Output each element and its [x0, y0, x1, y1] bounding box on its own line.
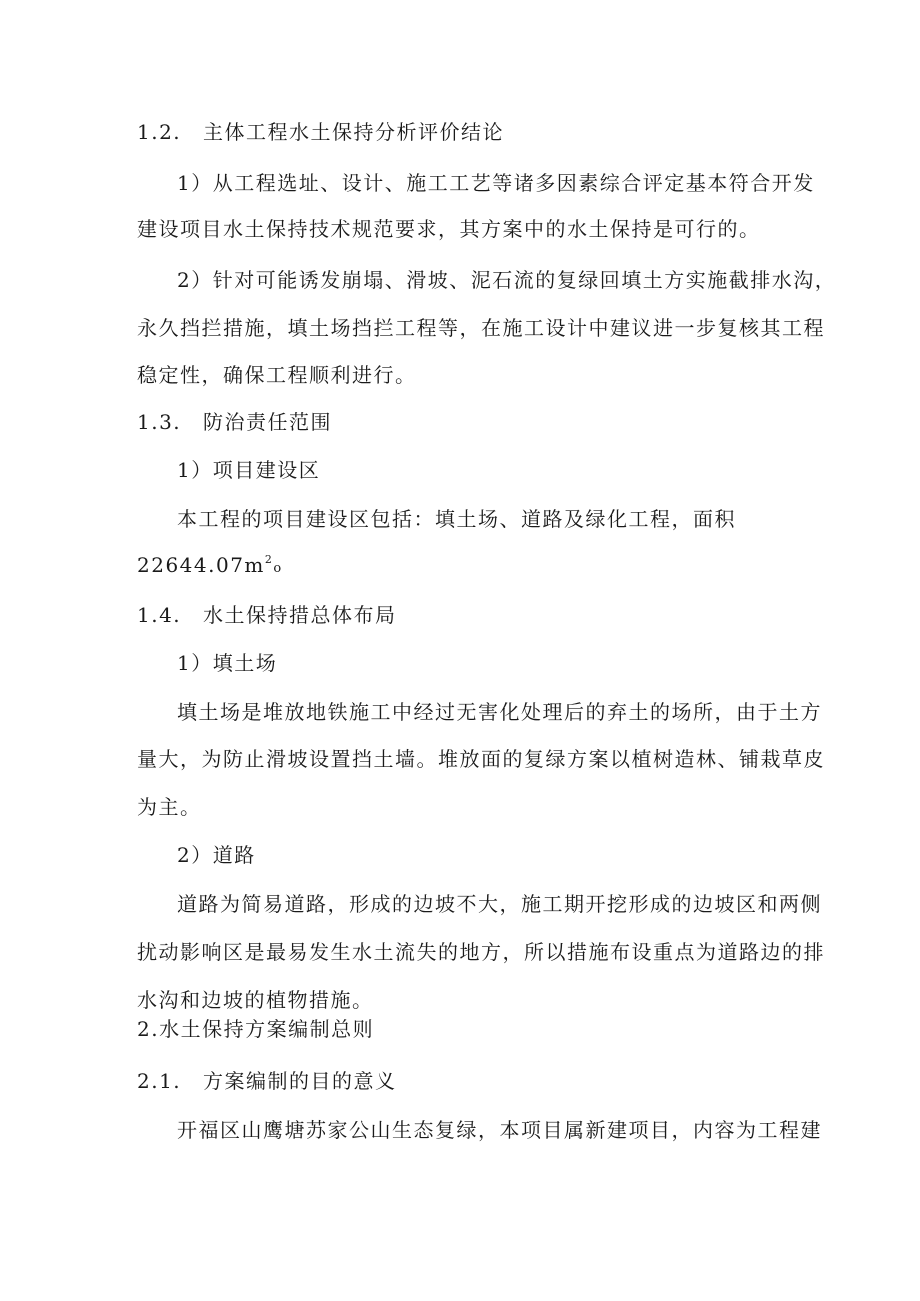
paragraph-line: 扰动影响区是最易发生水土流失的地方，所以措施布设重点为道路边的排 — [137, 940, 825, 964]
trailing-mark: o — [273, 561, 283, 576]
chapter-heading-2: 2.水土保持方案编制总则 — [137, 1017, 375, 1041]
paragraph-line: 量大，为防止滑坡设置挡土墙。堆放面的复绿方案以植树造林、铺栽草皮 — [137, 747, 825, 771]
section-heading-1-2 — [137, 120, 504, 144]
paragraph-line: 2）针对可能诱发崩塌、滑坡、泥石流的复绿回填土方实施截排水沟， — [177, 268, 837, 292]
paragraph-line: 填土场是堆放地铁施工中经过无害化处理后的弃土的场所，由于土方 — [177, 700, 822, 724]
paragraph-line: 水沟和边坡的植物措施。 — [137, 988, 374, 1012]
section-heading-2-1 — [137, 1069, 397, 1093]
paragraph-line: 本工程的项目建设区包括：填土场、道路及绿化工程，面积 — [177, 507, 736, 531]
section-number: 2.1. — [137, 1069, 182, 1093]
section-number: 1.3. — [137, 410, 182, 434]
paragraph-line: 道路为简易道路，形成的边坡不大，施工期开挖形成的边坡区和两侧 — [177, 892, 822, 916]
list-item: 1）填土场 — [177, 651, 278, 675]
superscript: 2 — [264, 553, 274, 566]
paragraph-line: 建设项目水土保持技术规范要求，其方案中的水土保持是可行的。 — [137, 217, 761, 241]
paragraph-line — [137, 553, 283, 581]
section-title: 方案编制的目的意义 — [203, 1069, 397, 1093]
section-number: 1.2. — [137, 120, 182, 144]
paragraph-line: 为主。 — [137, 795, 202, 819]
list-item: 1）项目建设区 — [177, 458, 321, 482]
section-title: 防治责任范围 — [203, 410, 332, 434]
paragraph-line: 稳定性，确保工程顺利进行。 — [137, 363, 417, 387]
section-heading-1-4 — [137, 603, 397, 627]
section-title: 主体工程水土保持分析评价结论 — [203, 120, 504, 144]
section-heading-1-3 — [137, 410, 332, 434]
paragraph-line: 永久挡拦措施，填土场挡拦工程等，在施工设计中建议进一步复核其工程 — [137, 316, 825, 340]
section-title: 水土保持措总体布局 — [203, 603, 397, 627]
paragraph-line: 1）从工程选址、设计、施工工艺等诸多因素综合评定基本符合开发 — [177, 171, 815, 195]
section-number: 1.4. — [137, 603, 182, 627]
paragraph-line: 开福区山鹰塘苏家公山生态复绿，本项目属新建项目，内容为工程建 — [177, 1118, 822, 1142]
list-item: 2）道路 — [177, 843, 256, 867]
area-value: 22644.07m — [137, 553, 265, 577]
